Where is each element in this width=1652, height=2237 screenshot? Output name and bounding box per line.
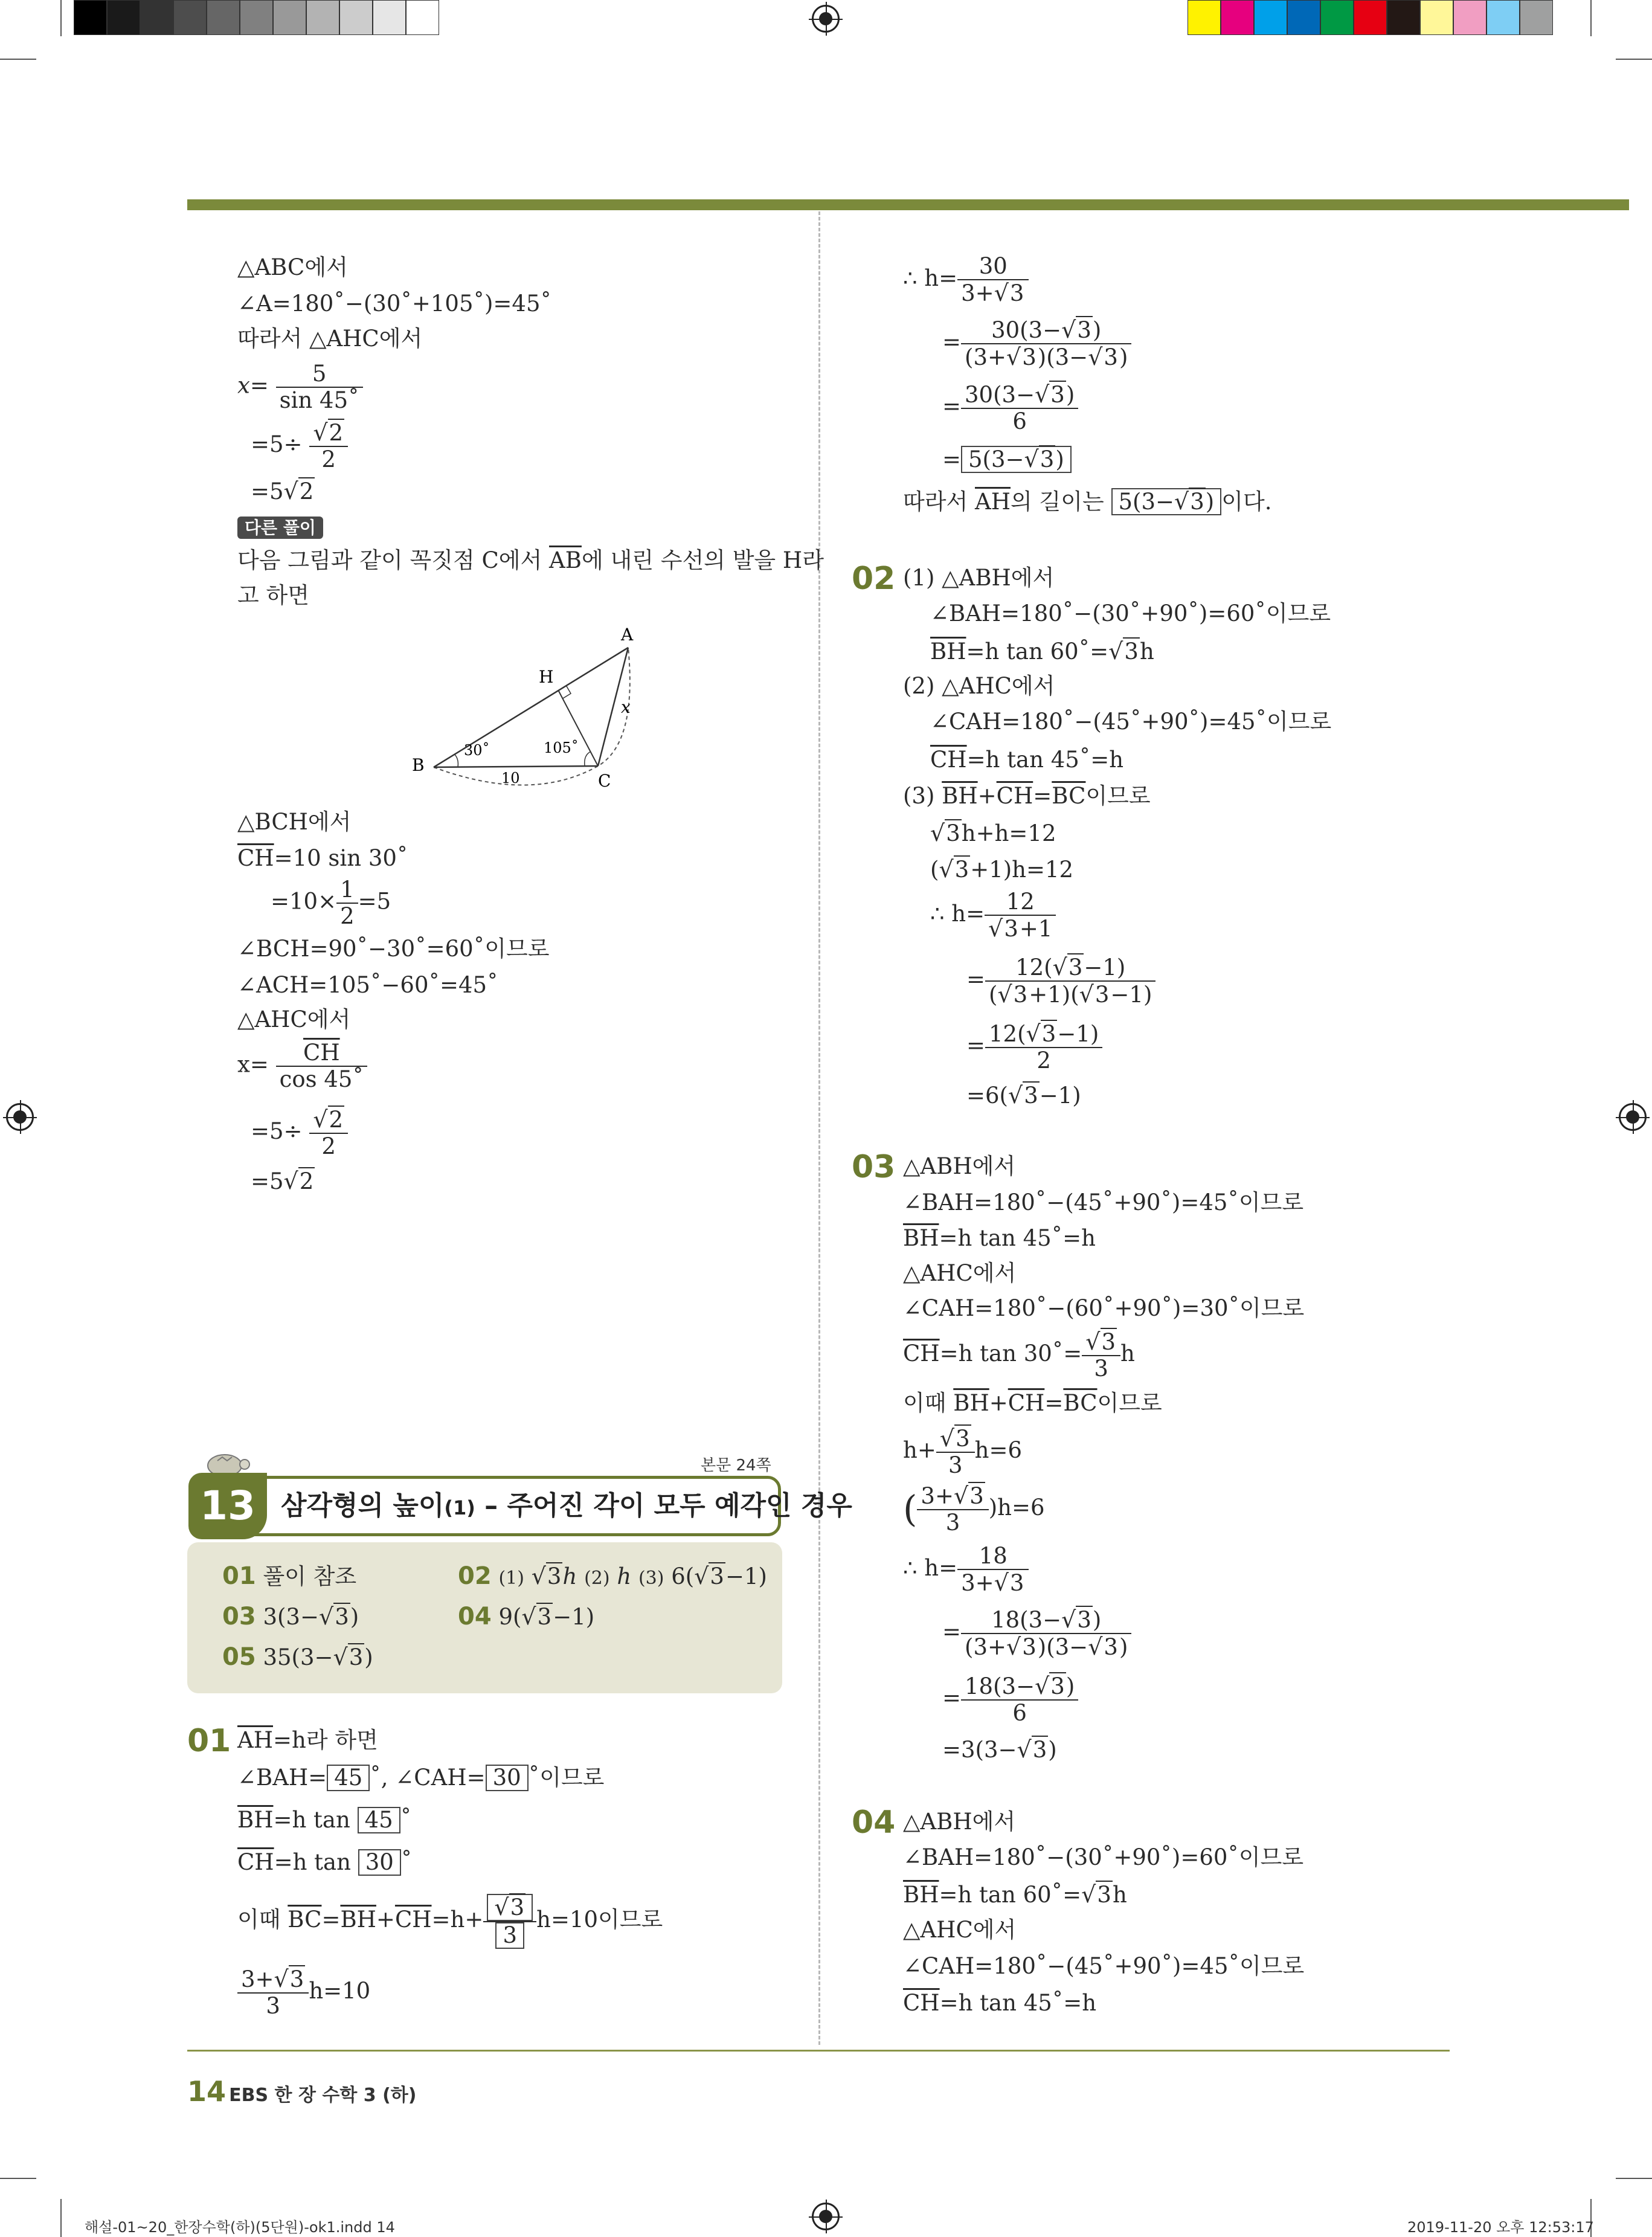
label-x: x (621, 697, 631, 717)
radicand: 3 (1077, 317, 1091, 343)
text: ) (1119, 1634, 1128, 1660)
segment-ch: $\overline{CH}$ (237, 1849, 274, 1875)
p03-line-3 (903, 1225, 1096, 1252)
radicand: 3 (1101, 1329, 1116, 1355)
p01-line-1 (237, 1727, 378, 1754)
p04-line-3: $\overline{BH}=h$ tan 60˚=√3h (903, 1881, 1127, 1908)
text: 다음 그림과 같이 꼭짓점 C에서 (237, 547, 550, 573)
p02-simplify: = $\frac{12(√3-1)}{2}$ (966, 1021, 1102, 1073)
p04-line-5: ∠CAH=180˚−(45˚+90˚)=45˚이므로 (903, 1953, 1305, 1979)
p03-line-2: ∠BAH=180˚−(45˚+90˚)=45˚이므로 (903, 1189, 1304, 1215)
p04-line-6 (903, 1989, 1096, 2017)
label-h: H (539, 667, 554, 687)
radicand: 3 (1050, 382, 1065, 408)
text: ( (989, 982, 998, 1008)
p02-line-9: (√3+1)h=12 (930, 856, 1074, 883)
alt-line-1 (237, 547, 824, 575)
result-prefix: =5 (251, 1168, 284, 1194)
numerator: 12 (985, 889, 1056, 916)
text: 3(3− (263, 1604, 319, 1630)
text: h+h=12 (961, 820, 1056, 846)
label-b: B (412, 755, 425, 775)
p03-h-fraction: ∴ h= $\frac{18}{3+√3}$ (903, 1543, 1029, 1596)
text: 3+ (961, 1570, 994, 1596)
text: 이때 (237, 1907, 288, 1933)
radicand: 3 (946, 820, 960, 846)
label-angle-105: 105˚ (544, 739, 579, 756)
text: 18(3− (991, 1607, 1062, 1633)
label-a: A (621, 625, 634, 645)
top-green-rule (187, 199, 1629, 210)
p01-line-6: $\frac{3+√3}{3}$ h=10 (237, 1966, 370, 2019)
radicand: 3 (1009, 1570, 1024, 1596)
text: 12( (1015, 954, 1053, 980)
text: 이때 (903, 1390, 954, 1416)
p03-line-1: △ABH에서 (903, 1153, 1016, 1179)
text: −1) (1084, 954, 1126, 980)
radicand: 3 (1190, 489, 1204, 515)
text: ˚이므로 (528, 1765, 605, 1791)
section-number: 13 (188, 1473, 267, 1539)
p01-line-3 (237, 1806, 411, 1834)
equals: = (1033, 783, 1052, 809)
text: =h tan 45˚=h (966, 747, 1124, 773)
equals: = (942, 329, 962, 355)
p03-rationalize: = $\frac{18(3-√3)}{(3+√3)(3-√3)}$ (942, 1607, 1131, 1660)
radicand: 3 (956, 1426, 970, 1452)
x-equals: x= (237, 1051, 269, 1078)
label-c: C (598, 771, 611, 791)
text: =h tan 30˚= (939, 1341, 1082, 1366)
problem-02-number: 02 (852, 561, 896, 597)
text: )h=6 (988, 1495, 1045, 1521)
p03-simplify: = $\frac{18(3-√3)}{6}$ (942, 1673, 1078, 1726)
segment-ah: $\overline{AH}$ (237, 1727, 273, 1753)
p02-line-6 (930, 746, 1123, 774)
denominator: 3 (1094, 1356, 1108, 1382)
radicand: 3 (289, 1966, 304, 1992)
b-line-3 (271, 877, 391, 929)
r-boxed-result: = 5(3−√3) (942, 446, 1072, 474)
text: (3) (903, 783, 942, 809)
triangle-figure (399, 622, 652, 797)
radicand: 2 (329, 420, 344, 446)
p04-line-1: △ABH에서 (903, 1809, 1016, 1835)
denominator: 3 (266, 1993, 280, 2019)
segment-bc: $\overline{BC}$ (1052, 783, 1086, 809)
answer-box: 45 (358, 1807, 400, 1833)
text: ∠BAH= (237, 1765, 327, 1791)
text: 18(3− (965, 1673, 1035, 1699)
text: +1)( (1029, 982, 1079, 1008)
p03-result: =3(3−√3) (942, 1736, 1057, 1763)
label-length-10: 10 (501, 770, 520, 787)
book-title: EBS 한 장 수학 3 (하) (229, 2085, 417, 2106)
therefore-h: ∴ h= (930, 901, 985, 927)
bottom-rule (187, 2050, 1450, 2052)
therefore-h: ∴ h= (903, 1555, 958, 1581)
text: 9( (498, 1604, 522, 1630)
item-number: 01 (222, 1562, 256, 1590)
item-number: 03 (222, 1603, 256, 1630)
text: + (989, 1390, 1008, 1416)
indd-filename: 해설-01~20_한장수학(하)(5단원)-ok1.indd 14 (85, 2219, 395, 2236)
numerator: 5 (276, 361, 363, 388)
p02-result: =6(√3−1) (966, 1082, 1081, 1109)
segment-bh: $\overline{BH}$ (942, 783, 978, 809)
answer-box: 30 (358, 1849, 401, 1876)
denominator: 2 (340, 903, 355, 929)
p03-line-5: ∠CAH=180˚−(60˚+90˚)=30˚이므로 (903, 1295, 1305, 1321)
text: −1) (1110, 982, 1152, 1008)
text: )(3− (1037, 1634, 1088, 1660)
text: h=10 (309, 1978, 371, 2004)
text: ) (1055, 446, 1064, 472)
p02-line-7 (903, 782, 1151, 810)
radicand: 3 (1024, 1083, 1038, 1109)
x-equals: x= (237, 372, 269, 399)
radicand: 3 (1022, 1634, 1037, 1660)
answer-box: 45 (327, 1765, 370, 1791)
registration-mark-right (1619, 1103, 1647, 1131)
alt-line-2: 고 하면 (237, 582, 309, 608)
radicand: 3 (1094, 982, 1110, 1008)
b-line-4: ∠BCH=90˚−30˚=60˚이므로 (237, 936, 550, 962)
item-number: 05 (222, 1643, 256, 1671)
r-final-sentence: 따라서 $\overline{AH}$의 길이는 5(3−√3) 이다. (903, 488, 1272, 515)
answer-box: 3 (495, 1922, 524, 1949)
text: +1 (1019, 916, 1053, 942)
text: =h tan (274, 1849, 358, 1875)
sub-label: (2) (584, 1568, 610, 1589)
segment-bh: $\overline{BH}$ (237, 1807, 274, 1833)
label-angle-30: 30˚ (464, 742, 490, 759)
text: + (977, 783, 997, 809)
segment-ch: $\overline{CH}$ (903, 1341, 940, 1366)
text: h=6 (974, 1437, 1022, 1463)
text: +1)h=12 (970, 857, 1074, 883)
radicand: 3 (1041, 1021, 1056, 1047)
problem-01-number: 01 (187, 1723, 231, 1759)
segment-ch: $\overline{CH}$ (237, 845, 274, 871)
p02-line-8: √3h+h=12 (930, 820, 1056, 846)
radicand: 3 (1004, 916, 1018, 942)
problem-03-number: 03 (852, 1149, 896, 1185)
segment-ab: $\overline{AB}$ (549, 547, 582, 573)
dashed-arcs (434, 648, 630, 785)
text: ) (1065, 1673, 1075, 1699)
item-number: 04 (458, 1603, 492, 1630)
r-simplify: = $\frac{30(3-√3)}{6}$ (942, 382, 1078, 434)
segment-ch: $\overline{CH}$ (1008, 1390, 1045, 1416)
text: ) (1205, 489, 1215, 515)
p02-line-2: ∠BAH=180˚−(30˚+90˚)=60˚이므로 (930, 600, 1331, 626)
p02-line-4: (2) △AHC에서 (903, 673, 1055, 699)
equals: = (966, 966, 986, 993)
var-h: h (617, 1563, 632, 1589)
radicand: 3 (510, 1894, 525, 1920)
registration-mark-top (812, 5, 840, 33)
denominator: 2 (321, 1133, 336, 1159)
equals: = (942, 1685, 962, 1711)
p02-h-fraction: ∴ h= $\frac{12}{√3+1}$ (930, 889, 1056, 942)
text: 이다. (1221, 489, 1272, 515)
summary-02: 02 (1) √3h (2) h (3) 6(√3−1) (458, 1562, 767, 1590)
p03-line-9: ( $\frac{3+√3}{3}$ )h=6 (903, 1482, 1045, 1536)
var-h: h (562, 1563, 577, 1589)
text: ( (930, 857, 939, 883)
angle-c-arc (585, 752, 591, 766)
p02-line-1: (1) △ABH에서 (903, 565, 1055, 591)
segment-bh: $\overline{BH}$ (930, 639, 966, 665)
summary-04: 04 9(√3−1) (458, 1603, 595, 1630)
radicand: 3 (1022, 344, 1037, 370)
text: ) (1092, 317, 1102, 343)
radicand: 3 (335, 1604, 349, 1630)
five-divide: =5÷ (251, 431, 303, 457)
result-prefix: =5 (251, 478, 284, 504)
text: =5 (358, 888, 391, 915)
item-number: 02 (458, 1562, 492, 1590)
left-divide-line: =5÷ $\frac{√2}{2}$ (251, 420, 348, 472)
right-angle-mark (563, 686, 571, 698)
text: 3+ (241, 1966, 274, 1992)
p04-line-2: ∠BAH=180˚−(30˚+90˚)=60˚이므로 (903, 1844, 1304, 1870)
section-title (281, 1488, 852, 1526)
text: =h tan 45˚=h (939, 1225, 1096, 1251)
item-text: 풀이 참조 (263, 1563, 357, 1589)
segment-ch: $\overline{CH}$ (996, 783, 1033, 809)
segment-bc: $\overline{BC}$ (288, 1907, 322, 1933)
denominator: 2 (321, 446, 336, 472)
left-x-fraction (237, 361, 363, 413)
text: =h tan 45˚=h (939, 1990, 1097, 2016)
summary-05: 05 35(3−√3) (222, 1643, 373, 1671)
side-ab (434, 648, 628, 767)
radicand: 3 (1013, 982, 1028, 1008)
column-divider (818, 211, 820, 2045)
segment-ch: $\overline{CH}$ (394, 1907, 432, 1933)
radicand: 3 (954, 857, 969, 883)
equals: = (966, 1032, 986, 1058)
text: = (1044, 1390, 1064, 1416)
segment-ch: $\overline{CH}$ (930, 747, 967, 773)
sub-label: (3) (638, 1568, 664, 1589)
text: ) (364, 1644, 373, 1670)
title-sub: – 주어진 각이 모두 예각인 경우 (475, 1490, 852, 1521)
b-line-2 (237, 845, 408, 872)
summary-01 (222, 1562, 356, 1591)
title-part: (1) (444, 1496, 475, 1519)
text: ) (1119, 344, 1128, 370)
b-line-5: ∠ACH=105˚−60˚=45˚ (237, 972, 498, 998)
therefore-h: ∴ h= (903, 265, 958, 291)
text: −1) (1039, 1083, 1081, 1109)
text: 12( (989, 1021, 1026, 1047)
denominator: 3 (945, 1510, 960, 1536)
radicand: 3 (1124, 639, 1139, 665)
text: ) (1048, 1737, 1057, 1763)
page-number: 14 (187, 2075, 227, 2108)
p03-line-8: h+ $\frac{√3}{3}$ h=6 (903, 1425, 1022, 1478)
denominator: 6 (1012, 408, 1027, 434)
text: =10× (271, 888, 337, 915)
p03-line-7 (903, 1389, 1162, 1417)
segment-bh: $\overline{BH}$ (903, 1882, 939, 1908)
p02-line-3: $\overline{BH}=h$ tan 60˚=√3h (930, 638, 1154, 665)
text: 30(3− (991, 317, 1062, 343)
radicand: 2 (299, 478, 314, 504)
text: h (1112, 1882, 1127, 1908)
denominator: cos 45˚ (279, 1066, 364, 1092)
text: ) (350, 1604, 359, 1630)
denominator: 3 (948, 1452, 963, 1478)
radicand: 2 (299, 1168, 314, 1194)
text: 5(3− (1118, 489, 1175, 515)
text: (3+ (965, 344, 1006, 370)
radicand: 3 (1009, 280, 1024, 306)
angle-b-arc (454, 754, 458, 767)
p01-line-5: 이때 $\overline{BC}=\overline{BH}+\overline{CH}=h+$ $\frac{√3}{3}$ h=10이므로 (237, 1894, 663, 1948)
b-line-6: △AHC에서 (237, 1006, 351, 1032)
b-result-line: =5√2 (251, 1168, 314, 1194)
registration-mark-bottom (812, 2203, 840, 2230)
segment-bh: $\overline{BH}$ (340, 1907, 376, 1933)
numerator: 18 (957, 1543, 1029, 1570)
denominator: 2 (1037, 1048, 1051, 1073)
alt-solution-badge (237, 515, 323, 539)
five-divide: =5÷ (251, 1118, 303, 1144)
segment-ch: $\overline{CH}$ (303, 1040, 340, 1066)
text: = (321, 1907, 341, 1933)
equals: = (942, 1618, 962, 1645)
text: 의 길이는 (1011, 489, 1111, 515)
radicand: 3 (1040, 446, 1055, 472)
radicand: 3 (1104, 344, 1118, 370)
paren: ( (903, 1488, 918, 1531)
text: 35(3− (263, 1644, 333, 1670)
r-h-fraction: ∴ h= $\frac{30}{3+√3}$ (903, 254, 1029, 306)
b-divide-line: =5÷ $\frac{√2}{2}$ (251, 1107, 348, 1159)
text: h (1139, 639, 1154, 665)
text: 5(3− (968, 446, 1024, 472)
radicand: 3 (1097, 1882, 1111, 1908)
b-line-1: △BCH에서 (237, 809, 352, 835)
denominator: 6 (1012, 1700, 1027, 1726)
left-line-1: △ABC에서 (237, 254, 348, 280)
text: )(3− (1037, 344, 1088, 370)
segment-bc: $\overline{BC}$ (1063, 1390, 1098, 1416)
degree: ˚ (400, 1807, 412, 1833)
text: −1) (1057, 1021, 1099, 1047)
print-timestamp: 2019-11-20 오후 12:53:17 (1407, 2219, 1594, 2236)
text: =10 sin 30˚ (274, 845, 408, 871)
r-rationalize: = $\frac{30(3-√3)}{(3+√3)(3-√3)}$ (942, 317, 1131, 370)
answer-box: 30 (486, 1765, 529, 1791)
left-line-2: ∠A=180˚−(30˚+105˚)=45˚ (237, 291, 552, 317)
text: 에 내린 수선의 발을 H라 (581, 547, 824, 573)
p03-line-6: $\overline{CH}=h$ tan 30˚= $\frac{√3}{3}$ h (903, 1328, 1135, 1382)
text: (3+ (965, 1634, 1006, 1660)
page-reference: 본문 24쪽 (701, 1456, 771, 1475)
radicand: 3 (1032, 1737, 1047, 1763)
text: =h tan 60˚= (966, 639, 1109, 665)
text: h=10이므로 (536, 1907, 663, 1933)
title-main: 삼각형의 높이 (281, 1490, 445, 1521)
p01-line-4 (237, 1849, 412, 1876)
problem-04-number: 04 (852, 1804, 896, 1841)
page-footer (187, 2075, 417, 2108)
radicand: 3 (349, 1644, 364, 1670)
text: 따라서 (903, 489, 975, 515)
segment-bh: $\overline{BH}$ (903, 1225, 939, 1251)
text: 3+ (921, 1483, 954, 1509)
text: =h라 하면 (273, 1727, 378, 1753)
left-result-line: =5√2 (251, 478, 314, 504)
text: ) (1065, 382, 1075, 408)
radicand: 3 (969, 1483, 984, 1509)
p01-line-2 (237, 1764, 604, 1792)
left-line-3: 따라서 △AHC에서 (237, 326, 423, 352)
numerator: 1 (336, 877, 358, 904)
numerator: 30 (957, 254, 1029, 280)
text: =h+ (431, 1907, 484, 1933)
text: 6( (671, 1563, 695, 1589)
p03-line-4: △AHC에서 (903, 1260, 1017, 1286)
summary-03: 03 3(3−√3) (222, 1603, 359, 1630)
text: =h tan 60˚= (939, 1882, 1082, 1908)
sub-label: (1) (498, 1568, 524, 1589)
b-x-fraction (237, 1040, 367, 1092)
text: =6( (966, 1083, 1008, 1109)
degree: ˚ (400, 1849, 413, 1875)
text: =h tan (273, 1807, 358, 1833)
segment-bh: $\overline{BH}$ (953, 1390, 989, 1416)
segment-ch: $\overline{CH}$ (903, 1990, 940, 2016)
radicand: 3 (537, 1604, 552, 1630)
segment-ah: $\overline{AH}$ (975, 489, 1011, 515)
text: 이므로 (1085, 783, 1151, 809)
p02-rationalize: = $\frac{12(√3-1)}{(√3+1)(√3-1)}$ (966, 954, 1155, 1008)
radicand: 2 (329, 1107, 344, 1133)
text: ) (1092, 1607, 1102, 1633)
text: h (1120, 1341, 1135, 1366)
p02-line-5: ∠CAH=180˚−(45˚+90˚)=45˚이므로 (930, 709, 1332, 735)
radicand: 3 (1050, 1673, 1065, 1699)
text: h+ (903, 1437, 936, 1463)
registration-mark-left (6, 1103, 34, 1131)
equals: = (942, 446, 962, 472)
radicand: 3 (1068, 954, 1083, 980)
radicand: 3 (1077, 1607, 1091, 1633)
radicand: 3 (547, 1563, 562, 1589)
text: −1) (553, 1604, 595, 1630)
text: ˚, ∠CAH= (370, 1765, 486, 1791)
text: 30(3− (965, 382, 1035, 408)
radicand: 3 (710, 1563, 724, 1589)
denominator: sin 45˚ (279, 387, 359, 413)
text: + (376, 1907, 395, 1933)
text: 이므로 (1097, 1390, 1162, 1416)
text: =3(3− (942, 1737, 1017, 1763)
text: 3+ (961, 280, 994, 306)
text: −1) (725, 1563, 767, 1589)
badge-label: 다른 풀이 (237, 517, 323, 539)
equals: = (942, 393, 962, 419)
radicand: 3 (1104, 1634, 1118, 1660)
p04-line-4: △AHC에서 (903, 1917, 1017, 1943)
